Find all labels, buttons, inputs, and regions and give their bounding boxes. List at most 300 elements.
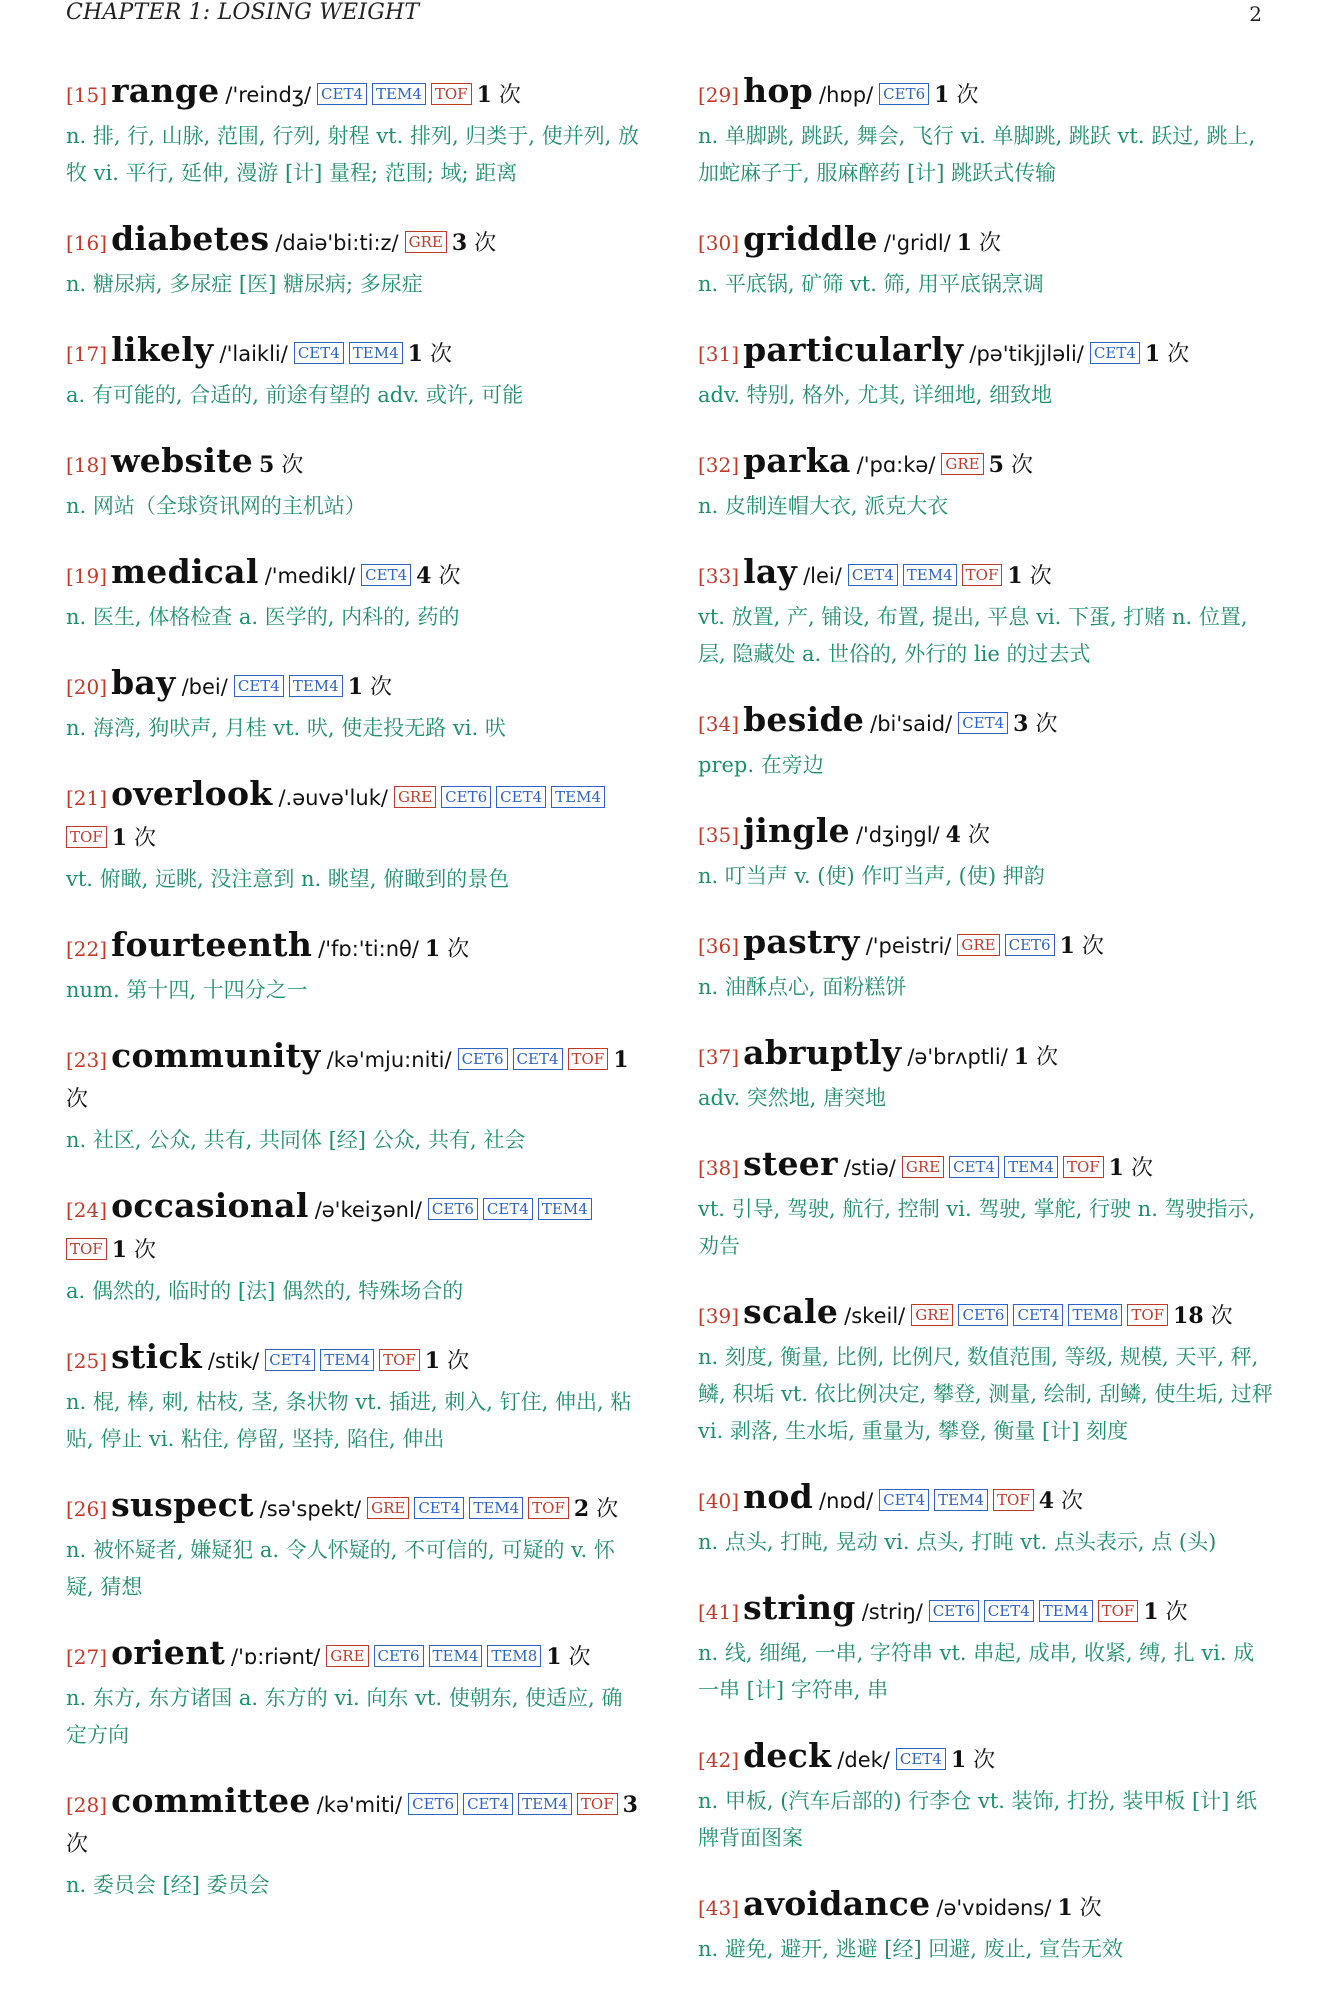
definition: a. 有可能的, 合适的, 前途有望的 adv. 或许, 可能 (66, 383, 524, 407)
entry-number: [28] (66, 1793, 108, 1817)
entry-number: [30] (698, 231, 740, 255)
frequency-count: 1 (1007, 563, 1023, 589)
frequency-unit: 次 (1210, 1304, 1233, 1329)
headword: hop (743, 71, 814, 110)
exam-tag: CET4 (463, 1793, 513, 1815)
phonetic: /stik/ (207, 1349, 260, 1373)
headword: lay (743, 552, 798, 591)
definition: n. 单脚跳, 跳跃, 舞会, 飞行 vi. 单脚跳, 跳跃 vt. 跃过, 跳上, 加蛇麻子于, 服麻醉药 [计] 跳跃式传输 (698, 124, 1256, 185)
entry-number: [39] (698, 1304, 740, 1328)
phonetic: /ə'brʌptli/ (907, 1045, 1008, 1069)
entry-number: [27] (66, 1645, 108, 1669)
headword: committee (111, 1781, 311, 1820)
frequency-count: 5 (259, 452, 275, 478)
headword: parka (743, 441, 851, 480)
frequency-unit: 次 (1079, 1896, 1102, 1921)
definition: n. 糖尿病, 多尿症 [医] 糖尿病; 多尿症 (66, 272, 423, 296)
entry-headline (698, 1737, 1273, 1781)
frequency-unit: 次 (1081, 934, 1104, 959)
exam-tag: CET6 (374, 1645, 424, 1667)
frequency-count: 1 (950, 1747, 967, 1773)
frequency-count: 2 (573, 1496, 590, 1522)
vocab-entry (698, 1885, 1273, 1968)
frequency-unit: 次 (1036, 1045, 1059, 1070)
frequency-count: 1 (934, 82, 950, 108)
frequency-count: 4 (945, 822, 961, 848)
frequency-unit: 次 (66, 1087, 89, 1112)
frequency-unit: 次 (1035, 712, 1058, 737)
definition: n. 委员会 [经] 委员会 (66, 1873, 270, 1897)
entry-headline (66, 1187, 641, 1271)
headword: medical (111, 552, 259, 591)
vocab-entry (66, 1187, 641, 1310)
headword: diabetes (111, 219, 270, 258)
definition: a. 偶然的, 临时的 [法] 偶然的, 特殊场合的 (66, 1279, 464, 1303)
frequency (1060, 934, 1104, 959)
frequency-count: 1 (424, 1348, 441, 1374)
entry-number: [24] (66, 1198, 108, 1222)
definition: n. 油酥点心, 面粉糕饼 (698, 975, 907, 999)
exam-tag: TEM4 (551, 786, 605, 808)
exam-tag: TEM4 (518, 1793, 572, 1815)
headword: stick (111, 1337, 202, 1376)
frequency-count: 1 (347, 674, 364, 700)
frequency-count: 1 (956, 230, 973, 256)
entry-number: [26] (66, 1497, 108, 1521)
frequency-count: 5 (988, 452, 1004, 478)
exam-tag: CET6 (458, 1048, 508, 1070)
vocab-entry (66, 1037, 641, 1159)
frequency-count: 3 (622, 1792, 638, 1818)
vocab-entry (66, 331, 641, 414)
phonetic: /.əuvə'luk/ (278, 786, 388, 810)
exam-tag: CET4 (1013, 1304, 1063, 1326)
frequency (1109, 1156, 1153, 1181)
headword: fourteenth (111, 925, 313, 964)
exam-tag: GRE (957, 934, 999, 956)
exam-tag: CET6 (408, 1793, 458, 1815)
headword: steer (743, 1144, 838, 1183)
phonetic: /ə'keiʒənl/ (314, 1198, 422, 1222)
definition: n. 排, 行, 山脉, 范围, 行列, 射程 vt. 排列, 归类于, 使并列, 放牧 vi. 平行, 延伸, 漫游 [计] 量程; 范围; 域; 距离 (66, 124, 640, 185)
definition: n. 棍, 棒, 刺, 枯枝, 茎, 条状物 vt. 插进, 刺入, 钉住, 伸出, 粘贴, 停止 vi. 粘住, 停留, 坚持, 陷住, 伸出 (66, 1390, 632, 1451)
frequency-unit: 次 (134, 826, 157, 851)
frequency-count: 18 (1173, 1303, 1204, 1329)
entry-headline (66, 1634, 641, 1678)
definition: n. 点头, 打盹, 晃动 vi. 点头, 打盹 vt. 点头表示, 点 (头) (698, 1530, 1217, 1554)
phonetic: /'laikli/ (219, 342, 288, 366)
definition: n. 东方, 东方诸国 a. 东方的 vi. 向东 vt. 使朝东, 使适应, 确定方向 (66, 1686, 623, 1747)
exam-tag: TEM4 (349, 342, 403, 364)
frequency-unit: 次 (66, 1832, 89, 1857)
entry-headline (66, 926, 641, 970)
frequency (1057, 1896, 1101, 1921)
exam-tag: CET4 (848, 564, 898, 586)
headword: orient (111, 1633, 226, 1672)
phonetic: /'reindʒ/ (225, 83, 312, 107)
entry-number: [36] (698, 934, 740, 958)
vocab-entry (698, 442, 1273, 525)
vocab-entry (66, 553, 641, 636)
headword: community (111, 1036, 321, 1075)
phonetic: /'fɒ:'ti:nθ/ (318, 937, 419, 961)
phonetic: /'peistri/ (865, 934, 952, 958)
headword: griddle (743, 219, 878, 258)
frequency (348, 675, 392, 700)
frequency-count: 4 (1038, 1488, 1055, 1514)
vocab-entry (66, 664, 641, 747)
exam-tag: TOF (962, 564, 1003, 586)
definition: n. 避免, 避开, 逃避 [经] 回避, 废止, 宣告无效 (698, 1937, 1124, 1961)
page-header (66, 0, 1262, 30)
frequency-count: 3 (1013, 711, 1029, 737)
exam-tag: CET6 (929, 1600, 979, 1622)
entry-headline (698, 1034, 1273, 1078)
entry-headline (66, 220, 641, 264)
exam-tag: GRE (405, 231, 447, 253)
entry-headline (66, 664, 641, 708)
frequency (546, 1645, 590, 1670)
frequency-unit: 次 (134, 1238, 157, 1263)
exam-tag: GRE (902, 1156, 944, 1178)
definition: n. 网站（全球资讯网的主机站） (66, 494, 366, 518)
headword: string (743, 1588, 856, 1627)
exam-tag: TEM4 (372, 83, 426, 105)
frequency (416, 564, 460, 589)
frequency-unit: 次 (568, 1645, 591, 1670)
frequency-unit: 次 (967, 823, 990, 848)
frequency-unit: 次 (474, 231, 497, 256)
entry-headline (698, 1145, 1273, 1189)
vocab-entry (698, 331, 1273, 414)
entry-number: [21] (66, 786, 108, 810)
exam-tag: TOF (528, 1497, 569, 1519)
headword: occasional (111, 1186, 309, 1225)
phonetic: /lei/ (803, 564, 842, 588)
frequency (951, 1748, 995, 1773)
phonetic: /bei/ (181, 675, 228, 699)
entry-headline (698, 923, 1273, 967)
exam-tag: CET4 (984, 1600, 1034, 1622)
entry-headline (66, 1486, 641, 1530)
page-number: 2 (1249, 2, 1262, 26)
vocab-entry (66, 442, 641, 525)
vocab-entry (698, 72, 1273, 192)
frequency-count: 1 (407, 341, 423, 367)
definition: n. 海湾, 狗吠声, 月桂 vt. 吠, 使走投无路 vi. 吠 (66, 716, 506, 740)
exam-tag: CET4 (958, 712, 1008, 734)
frequency-unit: 次 (370, 675, 393, 700)
entry-headline (66, 1782, 641, 1865)
frequency-count: 1 (1013, 1044, 1030, 1070)
exam-tag: TOF (431, 83, 472, 105)
frequency-unit: 次 (979, 231, 1002, 256)
frequency-unit: 次 (438, 564, 461, 589)
entry-number: [37] (698, 1045, 740, 1069)
frequency-unit: 次 (1010, 453, 1033, 478)
frequency-count: 1 (111, 1237, 128, 1263)
definition: n. 刻度, 衡量, 比例, 比例尺, 数值范围, 等级, 规模, 天平, 秤, 鳞, 积垢 vt. 依比例决定, 攀登, 测量, 绘制, 刮鳞, 使生垢, 过秤 vi. 剥落, 生水垢, 重量为, 攀登, 衡量 [计] 刻度 (698, 1345, 1273, 1443)
definition: vt. 俯瞰, 远眺, 没注意到 n. 眺望, 俯瞰到的景色 (66, 867, 510, 891)
definition: n. 平底锅, 矿筛 vt. 筛, 用平底锅烹调 (698, 272, 1044, 296)
headword: likely (111, 330, 214, 369)
entry-headline (698, 701, 1273, 745)
phonetic: /'dʒiŋgl/ (855, 823, 940, 847)
definition: prep. 在旁边 (698, 753, 824, 777)
vocab-entry (66, 926, 641, 1009)
exam-tag: CET4 (234, 675, 284, 697)
vocab-entry (698, 923, 1273, 1006)
vocab-entry (698, 1145, 1273, 1265)
phonetic: /pə'tikjjləli/ (969, 342, 1084, 366)
exam-tag: TEM4 (320, 1349, 374, 1371)
entry-number: [18] (66, 453, 108, 477)
exam-tag: TOF (577, 1793, 618, 1815)
frequency-unit: 次 (1061, 1489, 1084, 1514)
phonetic: /daiə'bi:ti:z/ (275, 231, 399, 255)
exam-tag: TOF (1098, 1600, 1139, 1622)
frequency-count: 1 (1144, 341, 1161, 367)
frequency-count: 1 (613, 1047, 629, 1073)
entry-number: [19] (66, 564, 108, 588)
frequency-unit: 次 (956, 83, 979, 108)
frequency-unit: 次 (429, 342, 452, 367)
frequency (1173, 1304, 1233, 1329)
headword: avoidance (743, 1884, 931, 1923)
definition: n. 医生, 体格检查 a. 医学的, 内科的, 药的 (66, 605, 460, 629)
phonetic: /kə'mju:niti/ (326, 1048, 452, 1072)
entry-number: [22] (66, 937, 108, 961)
headword: deck (743, 1736, 832, 1775)
exam-tag: CET6 (428, 1198, 478, 1220)
vocab-entry (66, 1486, 641, 1606)
phonetic: /'ɒ:riənt/ (231, 1645, 321, 1669)
frequency-unit: 次 (447, 937, 470, 962)
entry-headline (698, 812, 1273, 856)
exam-tag: CET4 (483, 1198, 533, 1220)
exam-tag: TOF (568, 1048, 609, 1070)
vocab-entry (698, 1478, 1273, 1561)
phonetic: /'medikl/ (264, 564, 356, 588)
definition: n. 社区, 公众, 共有, 共同体 [经] 公众, 共有, 社会 (66, 1128, 526, 1152)
exam-tag: TOF (66, 1238, 107, 1260)
exam-tag: CET4 (1090, 342, 1140, 364)
headword: range (111, 71, 220, 110)
exam-tag: TEM8 (1068, 1304, 1122, 1326)
exam-tag: TEM4 (429, 1645, 483, 1667)
exam-tag: TEM4 (1004, 1156, 1058, 1178)
phonetic: /kə'miti/ (316, 1793, 403, 1817)
entry-number: [17] (66, 342, 108, 366)
entry-headline (66, 331, 641, 375)
frequency-count: 1 (1143, 1599, 1159, 1625)
frequency-unit: 次 (1130, 1156, 1153, 1181)
entry-headline (66, 775, 641, 859)
entry-number: [38] (698, 1156, 740, 1180)
frequency (425, 937, 469, 962)
vocab-entry (66, 220, 641, 303)
frequency-unit: 次 (1029, 564, 1052, 589)
frequency (574, 1497, 618, 1522)
frequency (477, 83, 521, 108)
vocab-entry (698, 1034, 1273, 1117)
exam-tag: CET4 (265, 1349, 315, 1371)
frequency (1143, 1600, 1187, 1625)
phonetic: /striŋ/ (861, 1600, 923, 1624)
exam-tag: TOF (379, 1349, 420, 1371)
exam-tag: TOF (993, 1489, 1034, 1511)
exam-tag: CET4 (949, 1156, 999, 1178)
vocab-entry (66, 1782, 641, 1904)
phonetic: /bi'said/ (870, 712, 953, 736)
definition: n. 甲板, (汽车后部的) 行李仓 vt. 装饰, 打扮, 装甲板 [计] 纸牌背面图案 (698, 1789, 1258, 1850)
exam-tag: TEM8 (487, 1645, 541, 1667)
frequency (989, 453, 1033, 478)
entry-headline (698, 72, 1273, 116)
frequency-count: 1 (111, 825, 128, 851)
entry-number: [20] (66, 675, 108, 699)
phonetic: /nɒd/ (819, 1489, 874, 1513)
headword: website (111, 441, 253, 480)
entry-headline (698, 331, 1273, 375)
entry-headline (66, 1037, 641, 1120)
headword: beside (743, 700, 865, 739)
exam-tag: TEM4 (934, 1489, 988, 1511)
frequency (259, 453, 303, 478)
exam-tag: CET4 (414, 1497, 464, 1519)
phonetic: /ə'vɒidəns/ (936, 1896, 1052, 1920)
entry-headline (698, 1885, 1273, 1929)
frequency (1013, 712, 1057, 737)
exam-tag: GRE (367, 1497, 409, 1519)
vocab-entry (698, 553, 1273, 673)
definition: n. 线, 细绳, 一串, 字符串 vt. 串起, 成串, 收紧, 缚, 扎 vi. 成一串 [计] 字符串, 串 (698, 1641, 1255, 1702)
entry-number: [33] (698, 564, 740, 588)
vocab-entry (698, 812, 1273, 895)
exam-tag: TEM4 (903, 564, 957, 586)
frequency-count: 1 (1057, 1895, 1073, 1921)
exam-tag: TOF (66, 826, 107, 848)
phonetic: /'gridl/ (883, 231, 951, 255)
frequency (1145, 342, 1189, 367)
headword: suspect (111, 1485, 254, 1524)
entry-number: [29] (698, 83, 740, 107)
frequency-unit: 次 (498, 83, 521, 108)
exam-tag: TEM4 (1039, 1600, 1093, 1622)
entry-headline (698, 553, 1273, 597)
headword: scale (743, 1292, 839, 1331)
exam-tag: GRE (326, 1645, 368, 1667)
frequency-unit: 次 (281, 453, 304, 478)
frequency (1014, 1045, 1058, 1070)
frequency-count: 1 (1059, 933, 1075, 959)
definition: n. 叮当声 v. (使) 作叮当声, (使) 押韵 (698, 864, 1045, 888)
exam-tag: CET4 (513, 1048, 563, 1070)
exam-tag: CET4 (317, 83, 367, 105)
headword: pastry (743, 922, 860, 961)
entry-number: [25] (66, 1349, 108, 1373)
frequency-unit: 次 (1165, 1600, 1188, 1625)
exam-tag: GRE (911, 1304, 953, 1326)
definition: n. 皮制连帽大衣, 派克大衣 (698, 494, 949, 518)
frequency-unit: 次 (1167, 342, 1190, 367)
entry-headline (66, 553, 641, 597)
vocab-entry (66, 1634, 641, 1754)
entry-number: [16] (66, 231, 108, 255)
definition: num. 第十四, 十四分之一 (66, 978, 308, 1002)
exam-tag: CET4 (896, 1748, 946, 1770)
exam-tag: TEM4 (538, 1198, 592, 1220)
headword: bay (111, 663, 176, 702)
entry-headline (66, 442, 641, 486)
definition: n. 被怀疑者, 嫌疑犯 a. 令人怀疑的, 不可信的, 可疑的 v. 怀疑, 猜想 (66, 1538, 615, 1599)
exam-tag: TEM4 (289, 675, 343, 697)
frequency (408, 342, 452, 367)
exam-tag: CET6 (958, 1304, 1008, 1326)
entry-headline (66, 1338, 641, 1382)
entry-headline (698, 1293, 1273, 1337)
entry-number: [42] (698, 1748, 740, 1772)
phonetic: /sə'spekt/ (259, 1497, 362, 1521)
entry-number: [32] (698, 453, 740, 477)
exam-tag: GRE (941, 453, 983, 475)
vocab-entry (698, 1293, 1273, 1450)
exam-tag: GRE (394, 786, 436, 808)
entry-number: [43] (698, 1896, 740, 1920)
definition: adv. 突然地, 唐突地 (698, 1086, 887, 1110)
entry-headline (698, 1589, 1273, 1633)
headword: particularly (743, 330, 964, 369)
exam-tag: CET6 (441, 786, 491, 808)
phonetic: /'pɑ:kə/ (856, 453, 936, 477)
entry-number: [15] (66, 83, 108, 107)
vocab-entry (66, 775, 641, 898)
exam-tag: CET4 (361, 564, 411, 586)
frequency-count: 1 (424, 936, 441, 962)
vocab-entry (66, 1338, 641, 1458)
left-column (66, 72, 641, 1932)
phonetic: /dek/ (837, 1748, 890, 1772)
frequency-count: 3 (451, 230, 468, 256)
exam-tag: TEM4 (469, 1497, 523, 1519)
frequency-unit: 次 (447, 1349, 470, 1374)
exam-tag: TOF (1063, 1156, 1104, 1178)
exam-tag: CET6 (1005, 934, 1055, 956)
frequency (425, 1349, 469, 1374)
entry-headline (66, 72, 641, 116)
exam-tag: TOF (1127, 1304, 1168, 1326)
frequency (934, 83, 978, 108)
right-column (698, 72, 1273, 1996)
vocab-entry (66, 72, 641, 192)
frequency (112, 826, 156, 851)
chapter-title: CHAPTER 1: LOSING WEIGHT (66, 0, 420, 25)
definition: vt. 放置, 产, 铺设, 布置, 提出, 平息 vi. 下蛋, 打赌 n. 位置, 层, 隐藏处 a. 世俗的, 外行的 lie 的过去式 (698, 605, 1248, 666)
frequency (112, 1238, 156, 1263)
headword: jingle (743, 811, 850, 850)
frequency-unit: 次 (973, 1748, 996, 1773)
frequency (957, 231, 1001, 256)
frequency (452, 231, 496, 256)
entry-number: [23] (66, 1048, 108, 1072)
exam-tag: CET4 (879, 1489, 929, 1511)
frequency-count: 1 (546, 1644, 562, 1670)
definition: adv. 特别, 格外, 尤其, 详细地, 细致地 (698, 383, 1053, 407)
headword: nod (743, 1477, 814, 1516)
frequency-count: 4 (416, 563, 432, 589)
entry-headline (698, 442, 1273, 486)
frequency-count: 1 (1108, 1155, 1124, 1181)
